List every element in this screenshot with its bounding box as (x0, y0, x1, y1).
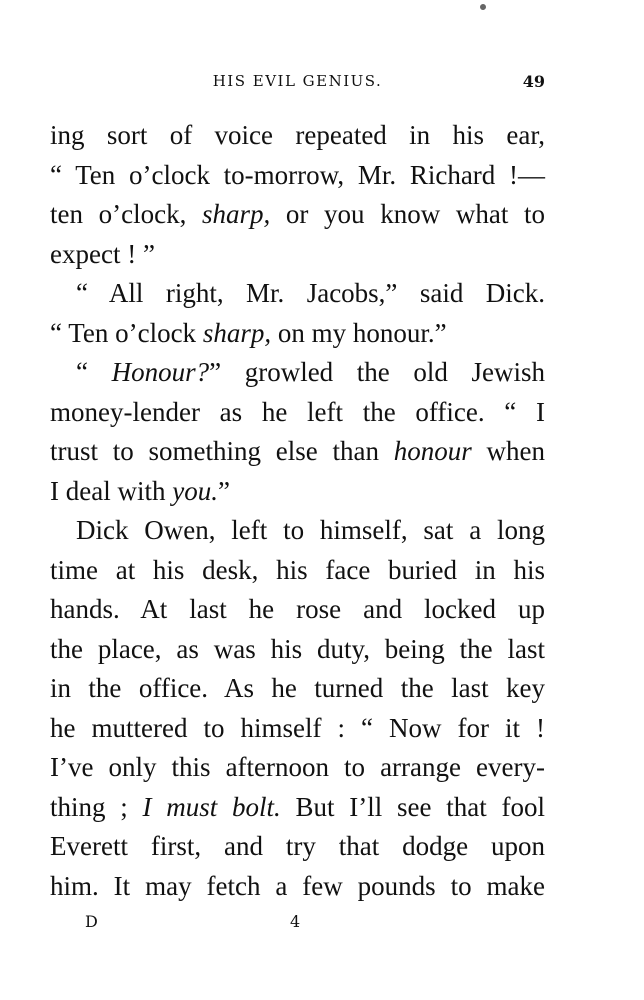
folio: 4 (290, 912, 301, 931)
text-line (50, 748, 545, 788)
text-run: or you know what to (270, 199, 545, 229)
running-title: HIS EVIL GENIUS. (212, 72, 383, 90)
text-run: “ (76, 357, 112, 387)
text-run: him. It may fetch a few pounds to make (50, 870, 545, 901)
text-run: I deal with (50, 475, 173, 506)
text-line (50, 669, 545, 709)
text-line (50, 432, 545, 472)
text-run: I’ve only this afternoon to arrange every- (50, 752, 545, 782)
text-run: money-lender as he left the office. “ I (50, 396, 545, 427)
text-run: when (471, 436, 546, 466)
text-run: in the office. As he turned the last key (50, 673, 545, 703)
text-run: ing sort of voice repeated in his ear, (50, 120, 545, 150)
italic-text: sharp, (202, 317, 272, 348)
page-number: 49 (522, 72, 545, 91)
text-line (50, 788, 545, 828)
italic-text: I must bolt. (142, 791, 281, 822)
text-run: “ Ten o’clock (50, 317, 203, 348)
text-line (50, 630, 545, 670)
text-line (50, 116, 545, 156)
text-line (50, 393, 545, 433)
text-run: the place, as was his duty, being the last (50, 633, 545, 664)
text-run: time at his desk, his face buried in his (50, 554, 545, 585)
text-line (50, 511, 545, 551)
text-line (50, 590, 545, 630)
italic-text: honour (393, 436, 472, 466)
text-line (50, 314, 545, 354)
text-run: he muttered to himself : “ Now for it ! (50, 712, 545, 743)
text-line (50, 353, 545, 393)
text-line (50, 827, 545, 867)
italic-text: Honour? (111, 357, 210, 387)
text-run: “ All right, Mr. Jacobs,” said Dick. (76, 278, 545, 308)
text-run: expect ! ” (50, 238, 155, 269)
text-run: hands. At last he rose and locked up (50, 594, 545, 624)
body-text (50, 116, 545, 906)
text-line (50, 235, 545, 275)
text-run: Dick Owen, left to himself, sat a long (76, 515, 545, 545)
text-line (50, 551, 545, 591)
text-line (50, 156, 545, 196)
text-run: ten o’clock, (50, 199, 202, 229)
text-run: thing ; (50, 791, 143, 822)
text-run: trust to something else than (50, 436, 394, 466)
italic-text: you. (172, 475, 218, 506)
text-line (50, 195, 545, 235)
italic-text: sharp, (202, 199, 271, 229)
text-run: on my honour.” (271, 317, 447, 348)
text-run: But I’ll see that fool (280, 791, 545, 822)
text-line (50, 709, 545, 749)
running-head (50, 72, 545, 100)
text-run: ” (217, 475, 230, 506)
text-run: Everett first, and try that dodge upon (50, 831, 545, 861)
text-run: ” growled the old Jewish (209, 357, 545, 387)
ink-speck (479, 3, 487, 11)
text-run: “ Ten o’clock to-morrow, Mr. Richard !— (50, 159, 545, 190)
signature-mark: D (85, 912, 98, 931)
text-line (50, 274, 545, 314)
text-line (50, 867, 545, 907)
text-line (50, 472, 545, 512)
